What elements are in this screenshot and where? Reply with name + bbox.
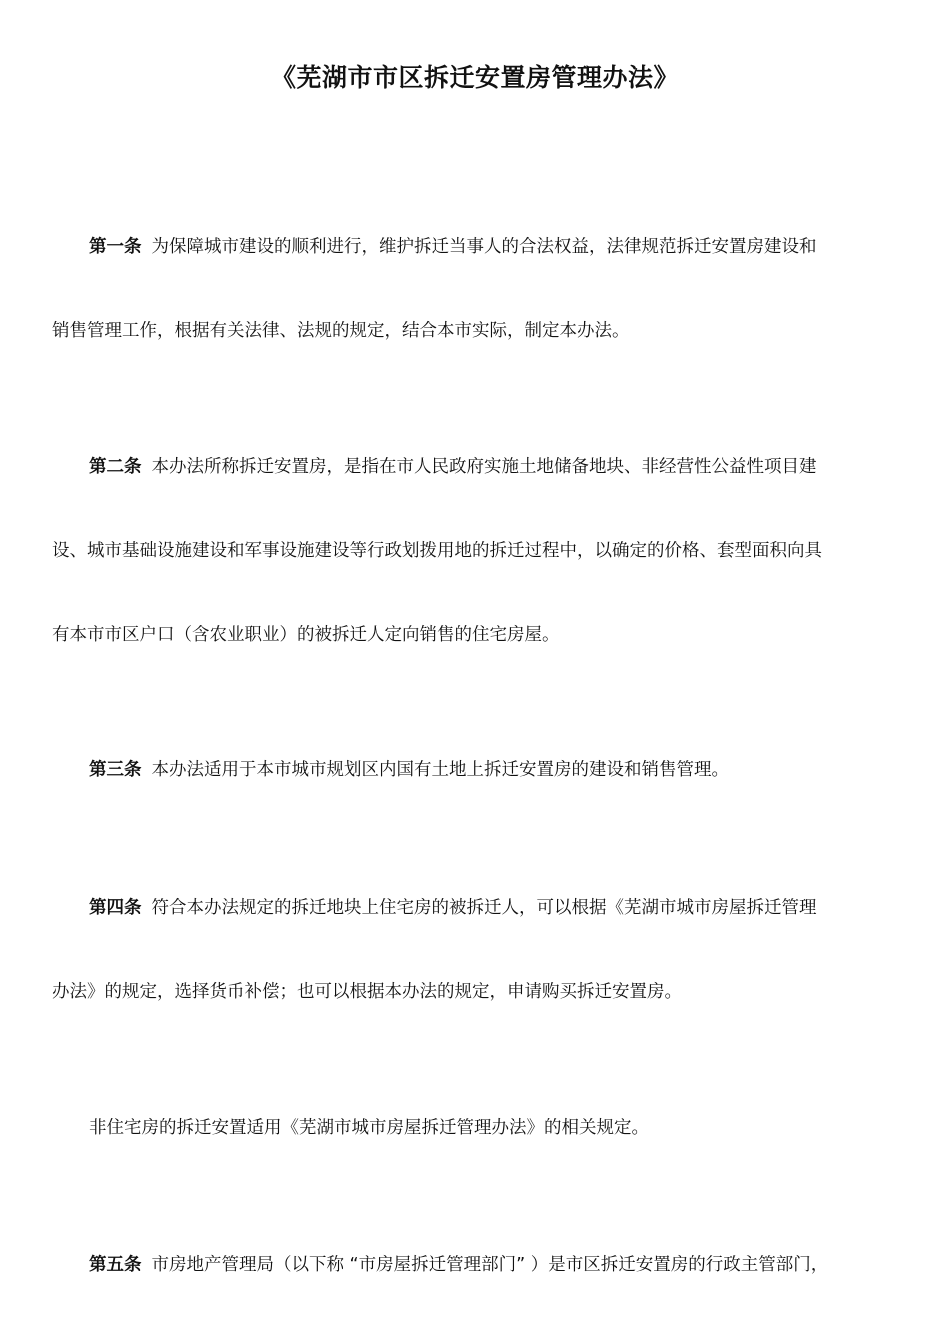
article-2-text-1: 本办法所称拆迁安置房，是指在市人民政府实施土地储备地块、非经营性公益性项目建 (151, 457, 817, 477)
article-1 (52, 205, 902, 373)
article-3-line-1 (52, 728, 902, 812)
article-1-text-1: 为保障城市建设的顺利进行，维护拆迁当事人的合法权益，法律规范拆迁安置房建设和 (151, 237, 817, 257)
non-residential-line-1: 非住宅房的拆迁安置适用《芜湖市城市房屋拆迁管理办法》的相关规定。 (89, 1118, 649, 1138)
article-1-line-2: 销售管理工作，根据有关法律、法规的规定，结合本市实际，制定本办法。 (52, 321, 630, 341)
article-2-number: 第二条 (89, 457, 142, 477)
article-5 (52, 1223, 902, 1307)
document-title: 《芜湖市市区拆迁安置房管理办法》 (270, 63, 679, 92)
article-3-number: 第三条 (89, 760, 142, 780)
article-1-number: 第一条 (89, 237, 142, 257)
article-4 (52, 866, 902, 1034)
article-2-line-2: 设、城市基础设施建设和军事设施建设等行政划拨用地的拆迁过程中，以确定的价格、套型面积向具 (52, 541, 822, 561)
article-4-line-2: 办法》的规定，选择货币补偿；也可以根据本办法的规定，申请购买拆迁安置房。 (52, 982, 682, 1002)
article-5-line-1 (52, 1223, 902, 1307)
article-4-line-1 (52, 866, 902, 950)
non-residential-paragraph (52, 1086, 902, 1170)
article-3-text-1: 本办法适用于本市城市规划区内国有土地上拆迁安置房的建设和销售管理。 (151, 760, 729, 780)
article-2-line-1 (52, 425, 902, 509)
article-2-line-3: 有本市市区户口（含农业职业）的被拆迁人定向销售的住宅房屋。 (52, 625, 560, 645)
article-4-text-1: 符合本办法规定的拆迁地块上住宅房的被拆迁人，可以根据《芜湖市城市房屋拆迁管理 (151, 898, 817, 918)
article-1-line-1 (52, 205, 902, 289)
article-3 (52, 728, 902, 812)
article-5-number: 第五条 (89, 1255, 142, 1275)
article-5-text-1: 市房地产管理局（以下称 “市房屋拆迁管理部门” ）是市区拆迁安置房的行政主管部门， (151, 1255, 829, 1275)
article-2 (52, 425, 902, 677)
article-4-number: 第四条 (89, 898, 142, 918)
